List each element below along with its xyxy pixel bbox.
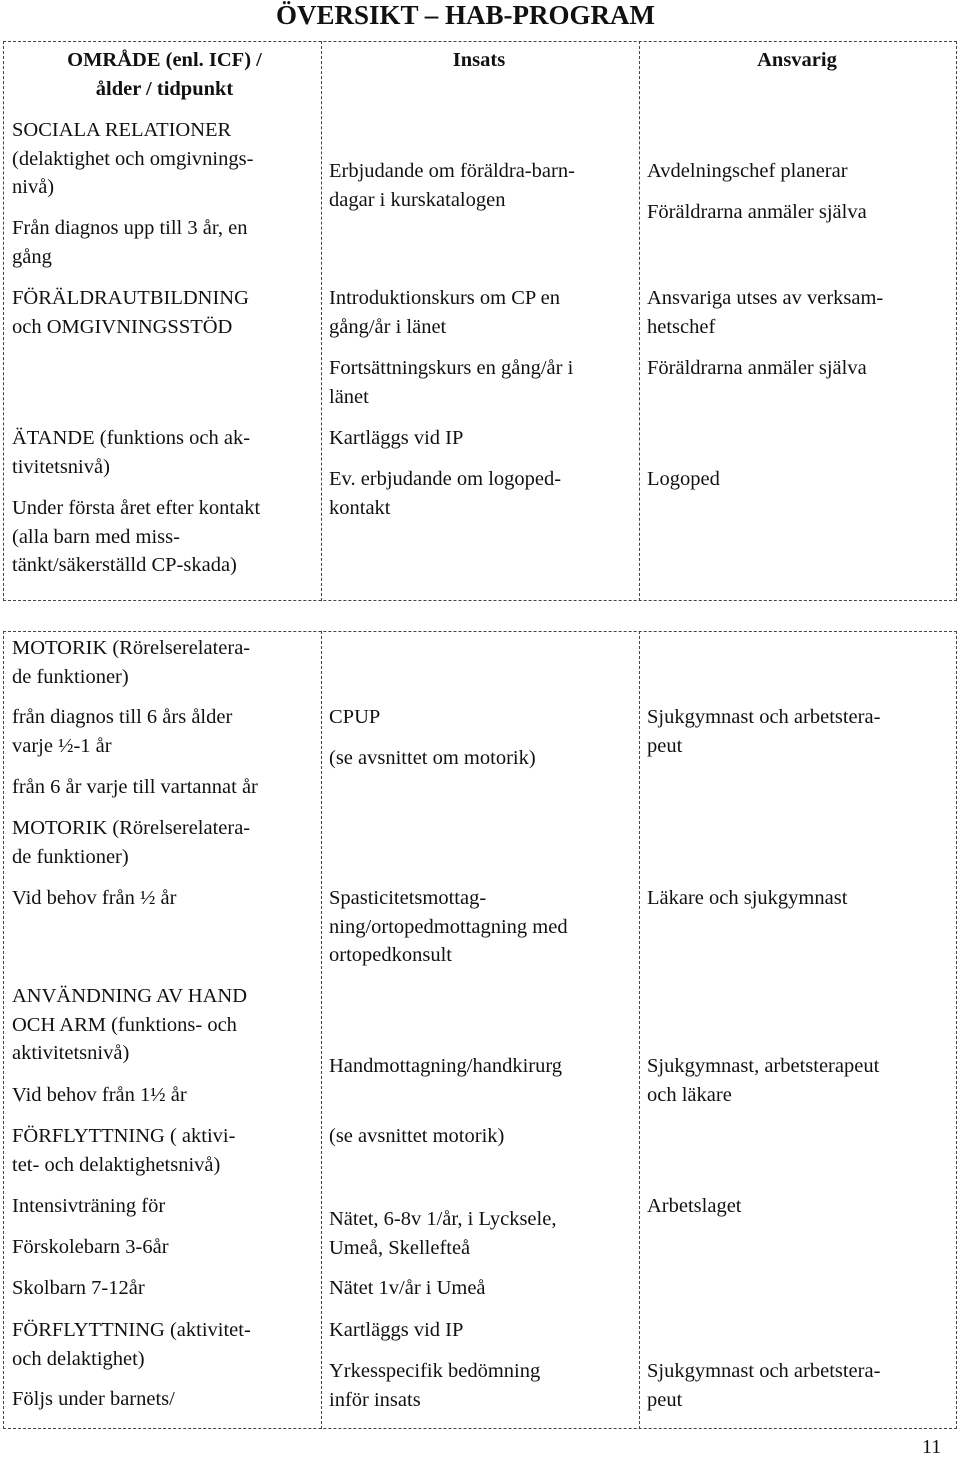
- atande-timing: Under första året efter kontakt (alla barn med miss- tänkt/säkerställd CP-skada): [12, 497, 261, 576]
- skolbarn-label: Skolbarn 7-12år: [12, 1277, 145, 1299]
- motorik-1-insats-1: CPUP: [329, 706, 381, 728]
- forflyttning-1-insats-ref: (se avsnittet motorik): [329, 1125, 505, 1147]
- motorik-1-insats-2: (se avsnittet om motorik): [329, 747, 536, 769]
- forflyttning-1-title: FÖRFLYTTNING ( aktivi- tet- och delaktighetsnivå): [12, 1125, 236, 1176]
- foraldrautbildning-title: FÖRÄLDRAUTBILDNING och OMGIVNINGSSTÖD: [12, 287, 249, 338]
- intensivtraning-label: Intensivträning för: [12, 1195, 166, 1217]
- hand-arm-insats: Handmottagning/handkirurg: [329, 1055, 563, 1077]
- table-border-left: [3, 41, 4, 601]
- foraldrautbildning-insats-1: Introduktionskurs om CP en gång/år i länet: [329, 287, 561, 338]
- foraldrautbildning-insats-2: Fortsättningskurs en gång/år i länet: [329, 357, 574, 408]
- column-divider-1: [321, 631, 322, 1429]
- arbetslaget: Arbetslaget: [647, 1195, 742, 1217]
- column-header-ansvarig: Ansvarig: [757, 49, 837, 71]
- sociala-relationer-ansvarig-1: Avdelningschef planerar: [647, 160, 848, 182]
- motorik-1-title: MOTORIK (Rörelserelatera- de funktioner): [12, 637, 251, 688]
- motorik-1-timing-1: från diagnos till 6 års ålder varje ½-1 år: [12, 706, 233, 757]
- column-header-insats: Insats: [452, 49, 506, 71]
- atande-insats-1: Kartläggs vid IP: [329, 427, 464, 449]
- atande-title: ÄTANDE (funktions och ak- tivitetsnivå): [12, 427, 251, 478]
- table-border-left: [3, 631, 4, 1429]
- table-border-right: [956, 631, 957, 1429]
- hand-arm-timing: Vid behov från 1½ år: [12, 1084, 187, 1106]
- forflyttning-2-timing: Följs under barnets/: [12, 1388, 175, 1410]
- forskolebarn-label: Förskolebarn 3-6år: [12, 1236, 169, 1258]
- motorik-2-timing: Vid behov från ½ år: [12, 887, 177, 909]
- forskolebarn-insats: Nätet, 6-8v 1/år, i Lycksele, Umeå, Skellefteå: [329, 1208, 557, 1259]
- sociala-relationer-timing: Från diagnos upp till 3 år, en gång: [12, 217, 248, 268]
- atande-ansvarig: Logoped: [647, 468, 720, 490]
- table-border-bottom: [3, 600, 957, 601]
- motorik-2-ansvarig: Läkare och sjukgymnast: [647, 887, 848, 909]
- motorik-1-ansvarig: Sjukgymnast och arbetstera- peut: [647, 706, 881, 757]
- column-divider-2: [639, 631, 640, 1429]
- column-divider-2: [639, 41, 640, 601]
- hand-arm-title: ANVÄNDNING AV HAND OCH ARM (funktions- och aktivitetsnivå): [12, 985, 247, 1064]
- atande-insats-2: Ev. erbjudande om logoped- kontakt: [329, 468, 562, 519]
- motorik-2-insats: Spasticitetsmottag- ning/ortopedmottagning med ortopedkonsult: [329, 887, 568, 966]
- motorik-1-timing-2: från 6 år varje till vartannat år: [12, 776, 258, 798]
- motorik-2-title: MOTORIK (Rörelserelatera- de funktioner): [12, 817, 251, 868]
- foraldrautbildning-ansvarig-2: Föräldrarna anmäler själva: [647, 357, 867, 379]
- forflyttning-2-insats-1: Kartläggs vid IP: [329, 1319, 464, 1341]
- column-header-omrade: OMRÅDE (enl. ICF) / ålder / tidpunkt: [67, 49, 262, 100]
- sociala-relationer-ansvarig-2: Föräldrarna anmäler själva: [647, 201, 867, 223]
- sociala-relationer-insats: Erbjudande om föräldra-barn- dagar i kurskatalogen: [329, 160, 575, 211]
- table-border-bottom: [3, 1428, 957, 1429]
- forflyttning-2-insats-2: Yrkesspecifik bedömning inför insats: [329, 1360, 541, 1411]
- table-border-top: [3, 631, 957, 632]
- column-divider-1: [321, 41, 322, 601]
- table-border-top: [3, 41, 957, 42]
- sociala-relationer-title: SOCIALA RELATIONER (delaktighet och omgivnings- nivå): [12, 119, 254, 198]
- foraldrautbildning-ansvarig-1: Ansvariga utses av verksam- hetschef: [647, 287, 884, 338]
- page-title: ÖVERSIKT – HAB-PROGRAM: [276, 0, 656, 30]
- page-number: 11: [922, 1436, 942, 1458]
- forflyttning-2-ansvarig: Sjukgymnast och arbetstera- peut: [647, 1360, 881, 1411]
- table-border-right: [956, 41, 957, 601]
- hand-arm-ansvarig: Sjukgymnast, arbetsterapeut och läkare: [647, 1055, 880, 1106]
- skolbarn-insats: Nätet 1v/år i Umeå: [329, 1277, 486, 1299]
- forflyttning-2-title: FÖRFLYTTNING (aktivitet- och delaktighet): [12, 1319, 251, 1370]
